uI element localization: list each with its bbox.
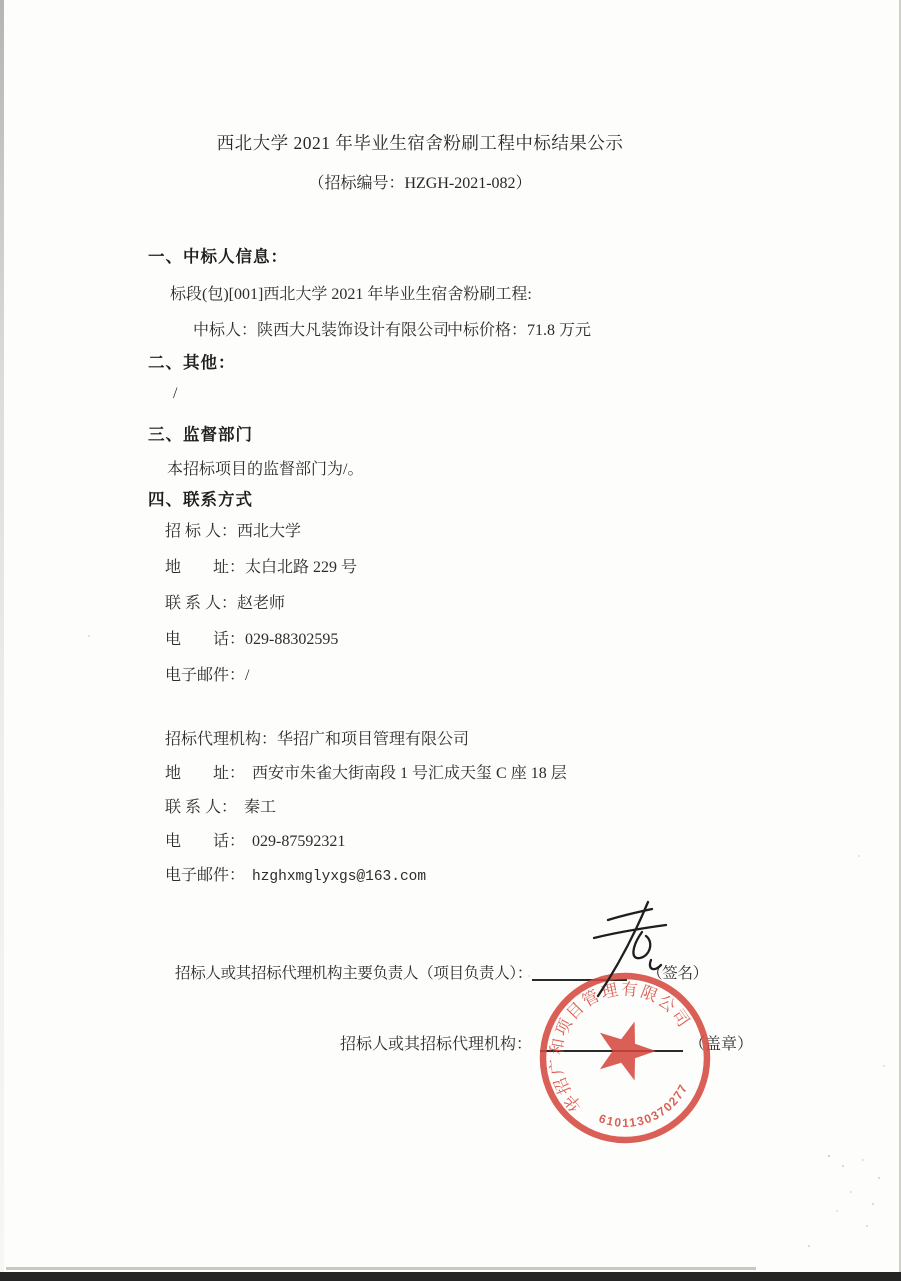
contact-label: 招 标 人： — [165, 523, 238, 540]
lot-line: 标段(包)[001]西北大学 2021 年毕业生宿舍粉刷工程: — [170, 286, 532, 303]
contact-label: 招标代理机构： — [165, 731, 278, 748]
section-3-content: 本招标项目的监督部门为/。 — [167, 461, 364, 478]
contact-value: 赵老师 — [237, 595, 286, 612]
contact-value: 太白北路 229 号 — [245, 559, 358, 576]
section-2-content: / — [173, 385, 178, 402]
seal-star — [600, 1022, 656, 1081]
contact-row-person — [165, 586, 357, 622]
contact-row-address — [165, 550, 357, 586]
winner-name: 陕西大凡装饰设计有限公司 — [257, 322, 450, 339]
seal-company-text: 华招广和项目管理有限公司 — [547, 980, 694, 1115]
section-3-heading: 三、监督部门 — [148, 426, 253, 444]
scan-noise — [828, 1155, 830, 1157]
sign-suffix: （签名） — [647, 965, 708, 982]
contact-label: 电子邮件： — [165, 667, 246, 684]
scan-edge-bottom-light — [6, 1267, 756, 1270]
doc-subtitle: （招标编号：HZGH-2021-082） — [308, 175, 532, 192]
winner-label: 中标人： — [193, 322, 258, 339]
contact-row-phone — [165, 825, 567, 859]
scan-edge-bottom-dark — [0, 1272, 901, 1281]
price-value: 71.8 万元 — [527, 322, 592, 339]
tenderer-contact-block — [165, 514, 357, 694]
contact-value: 华招广和项目管理有限公司 — [277, 731, 470, 748]
section-4-heading: 四、联系方式 — [148, 491, 253, 509]
contact-value: / — [245, 667, 250, 684]
price-group — [447, 317, 591, 340]
doc-title: 西北大学 2021 年毕业生宿舍粉刷工程中标结果公示 — [216, 133, 624, 153]
section-1-heading: 一、中标人信息： — [148, 248, 288, 266]
signoff-principal-label: 招标人或其招标代理机构主要负责人（项目负责人）： — [175, 965, 533, 982]
handwritten-signature — [548, 896, 678, 1002]
contact-value: 029-88302595 — [245, 631, 339, 648]
contact-label: 电 话： — [165, 631, 246, 648]
contact-label: 联 系 人： — [165, 595, 238, 612]
contact-row-address — [165, 757, 567, 791]
contact-row-tenderer — [165, 514, 357, 550]
signoff-org-label: 招标人或其招标代理机构： — [340, 1036, 533, 1053]
agency-contact-block — [165, 723, 567, 894]
contact-value: hzghxmglyxgs@163.com — [252, 869, 427, 885]
contact-value: 秦工 — [244, 799, 277, 816]
contact-label: 地 址： — [165, 765, 246, 782]
contact-label: 电子邮件： — [165, 867, 246, 884]
contact-row-person — [165, 791, 567, 825]
seal-number-text: 6101130370277 — [597, 1081, 691, 1130]
seal-suffix: （盖章） — [689, 1036, 754, 1053]
contact-row-agency — [165, 723, 567, 757]
contact-row-phone — [165, 622, 357, 658]
price-label: 中标价格： — [447, 322, 528, 339]
contact-row-email — [165, 859, 567, 894]
winner-line — [193, 317, 893, 340]
contact-value: 029-87592321 — [252, 833, 346, 850]
contact-label: 地 址： — [165, 559, 246, 576]
contact-label: 联 系 人： — [165, 799, 238, 816]
contact-value: 西安市朱雀大街南段 1 号汇成天玺 C 座 18 层 — [252, 765, 567, 782]
contact-row-email — [165, 658, 357, 694]
section-2-heading: 二、其他： — [148, 354, 236, 372]
contact-value: 西北大学 — [237, 523, 302, 540]
contact-label: 电 话： — [165, 833, 246, 850]
